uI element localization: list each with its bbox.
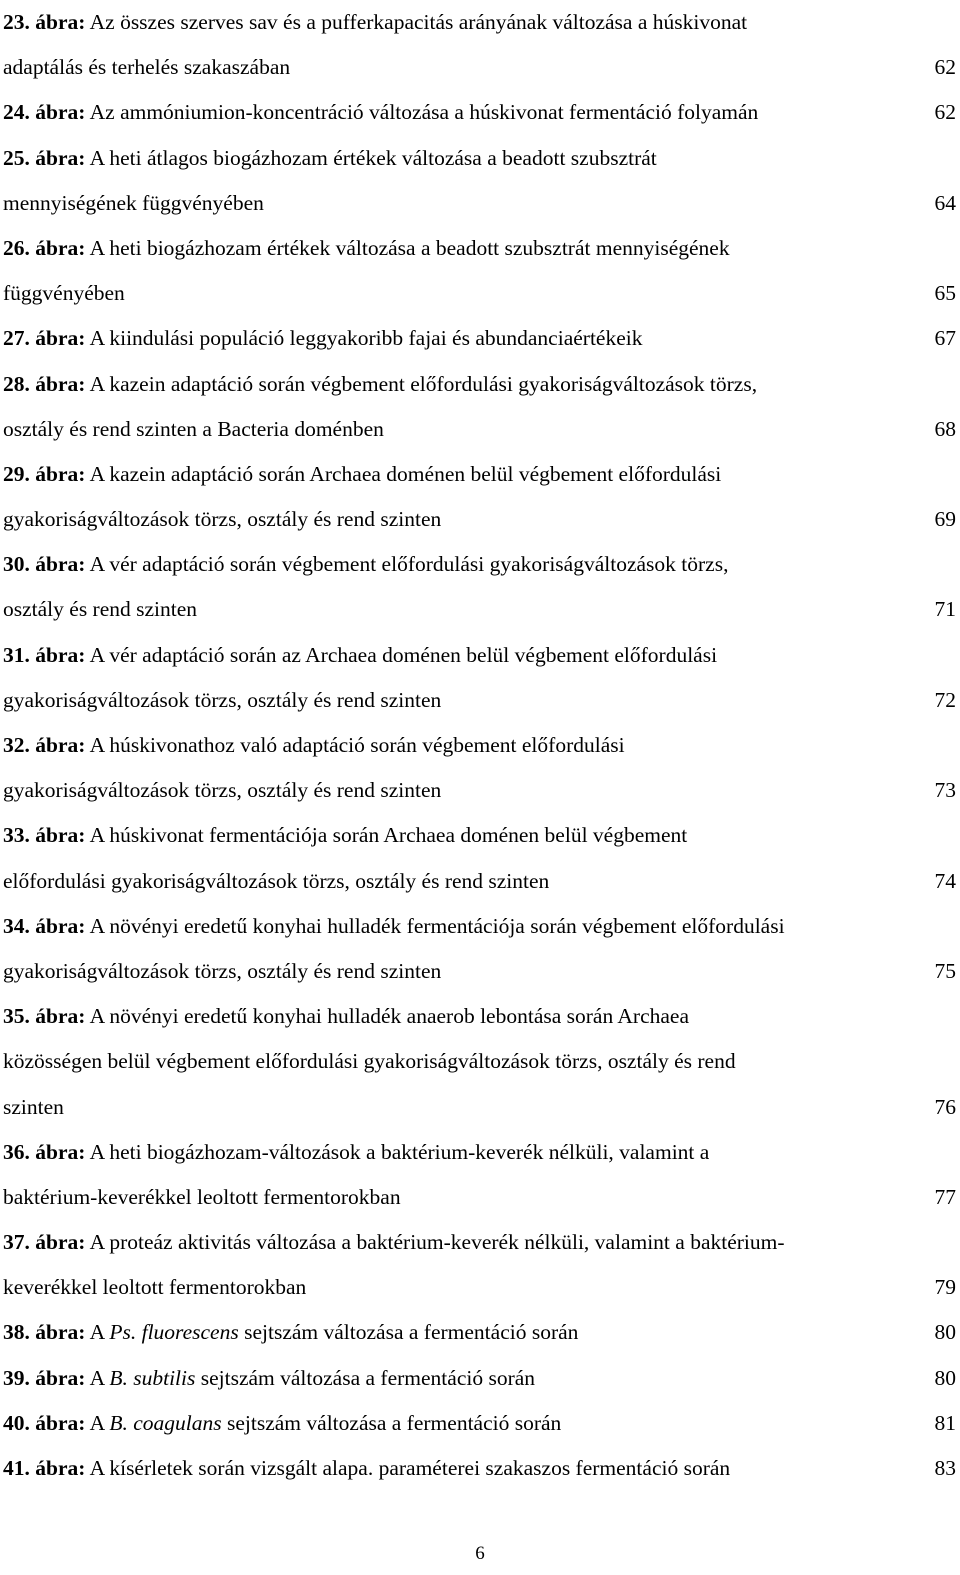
- caption-text: A heti biogázhozam értékek változása a beadott szubsztrát mennyiségének: [89, 235, 730, 260]
- toc-entry[interactable]: [0, 633, 960, 723]
- caption-text: A vér adaptáció során végbement előfordulási gyakoriságváltozások törzs,: [89, 552, 729, 577]
- entry-line: [0, 1310, 960, 1355]
- page-ref[interactable]: 75: [934, 958, 956, 983]
- entry-line: [0, 1085, 960, 1130]
- species-name: B. subtilis: [109, 1365, 196, 1390]
- page-ref[interactable]: 80: [934, 1365, 956, 1390]
- caption-text: mennyiségének függvényében: [3, 190, 264, 215]
- caption-text: Az összes szerves sav és a pufferkapacitás arányának változása a húskivonat: [89, 10, 748, 34]
- caption-text: A kazein adaptáció során végbement előfordulási gyakoriságváltozások törzs,: [89, 371, 758, 396]
- page-ref[interactable]: 64: [934, 190, 956, 215]
- figure-number: 32.: [3, 733, 30, 757]
- caption-text: előfordulási gyakoriságváltozások törzs, osztály és rend szinten: [3, 868, 550, 893]
- figure-number: 29.: [3, 461, 30, 486]
- figure-label: ábra:: [35, 461, 86, 486]
- caption-suffix: sejtszám változása a fermentáció során: [244, 1320, 579, 1345]
- toc-entry[interactable]: [0, 136, 960, 226]
- caption-text: függvényében: [3, 281, 125, 306]
- figure-label: ábra:: [35, 1004, 86, 1029]
- entry-line: [0, 1356, 960, 1401]
- page-ref[interactable]: 73: [934, 778, 956, 803]
- entry-line: [0, 1401, 960, 1446]
- entry-line: [0, 362, 960, 407]
- figure-number: 31.: [3, 642, 30, 667]
- page-ref[interactable]: 83: [934, 1456, 956, 1480]
- figure-label: ábra:: [35, 1139, 86, 1164]
- caption-suffix: sejtszám változása a fermentáció során: [200, 1365, 536, 1390]
- page-ref[interactable]: 71: [934, 597, 956, 622]
- figure-number: 28.: [3, 371, 30, 396]
- entry-line: [0, 904, 960, 949]
- entry-line: [0, 633, 960, 678]
- figure-number: 36.: [3, 1139, 30, 1164]
- entry-line: [0, 90, 960, 135]
- caption-prefix: A: [89, 1410, 104, 1435]
- page-ref[interactable]: 67: [934, 326, 956, 351]
- page-ref[interactable]: 77: [934, 1184, 956, 1209]
- page-ref[interactable]: 68: [934, 416, 956, 441]
- caption-text: A kazein adaptáció során Archaea doménen belül végbement előfordulási: [89, 461, 722, 486]
- page-ref[interactable]: 74: [934, 868, 956, 893]
- entry-line: [0, 181, 960, 226]
- figure-label: ábra:: [35, 1410, 86, 1435]
- figure-label: ábra:: [35, 235, 86, 260]
- figure-label: ábra:: [35, 1365, 86, 1390]
- page-number: 6: [475, 1543, 485, 1564]
- caption-text: gyakoriságváltozások törzs, osztály és rend szinten: [3, 958, 442, 983]
- caption-suffix: sejtszám változása a fermentáció során: [227, 1410, 562, 1435]
- toc-entry[interactable]: [0, 1310, 960, 1355]
- species-name: Ps. fluorescens: [109, 1320, 239, 1345]
- page-ref[interactable]: 62: [934, 100, 956, 125]
- entry-line: [0, 1130, 960, 1175]
- page-ref[interactable]: 69: [934, 507, 956, 532]
- toc-entry[interactable]: [0, 452, 960, 542]
- entry-line: [0, 45, 960, 90]
- figure-label: ábra:: [35, 326, 86, 351]
- figure-number: 27.: [3, 326, 30, 351]
- figure-label: ábra:: [35, 642, 86, 667]
- toc-entry[interactable]: [0, 1401, 960, 1446]
- figure-label: ábra:: [35, 733, 86, 757]
- caption-text: A vér adaptáció során az Archaea doménen belül végbement előfordulási: [89, 642, 718, 667]
- caption-text: osztály és rend szinten a Bacteria doménben: [3, 416, 384, 441]
- toc-entry[interactable]: [0, 813, 960, 903]
- figure-number: 30.: [3, 552, 30, 577]
- caption-text: gyakoriságváltozások törzs, osztály és rend szinten: [3, 507, 442, 532]
- entry-line: [0, 542, 960, 587]
- figure-number: 40.: [3, 1410, 30, 1435]
- figure-label: ábra:: [35, 823, 86, 848]
- toc-entry[interactable]: [0, 904, 960, 994]
- caption-text: osztály és rend szinten: [3, 597, 198, 622]
- caption-text: A kísérletek során vizsgált alapa. paraméterei szakaszos fermentáció során: [89, 1456, 731, 1480]
- toc-entry[interactable]: [0, 994, 960, 1130]
- entry-line: [0, 587, 960, 632]
- caption-text: Az ammóniumion-koncentráció változása a húskivonat fermentáció folyamán: [89, 100, 759, 125]
- page-ref[interactable]: 81: [934, 1410, 956, 1435]
- entry-line: [0, 994, 960, 1039]
- caption-text: A növényi eredetű konyhai hulladék anaerob lebontása során Archaea: [89, 1004, 690, 1029]
- entry-line: [0, 949, 960, 994]
- figure-label: ábra:: [35, 371, 86, 396]
- caption-text: adaptálás és terhelés szakaszában: [3, 55, 291, 80]
- figure-number: 38.: [3, 1320, 30, 1345]
- figure-number: 34.: [3, 913, 30, 938]
- entry-line: [0, 768, 960, 813]
- caption-prefix: A: [89, 1365, 104, 1390]
- page-ref[interactable]: 80: [934, 1320, 956, 1345]
- toc-entry[interactable]: [0, 542, 960, 632]
- figure-label: ábra:: [35, 1230, 86, 1255]
- toc-entry[interactable]: [0, 90, 960, 135]
- entry-line: [0, 678, 960, 723]
- figure-number: 35.: [3, 1004, 30, 1029]
- caption-text: gyakoriságváltozások törzs, osztály és rend szinten: [3, 687, 442, 712]
- toc-entry[interactable]: [0, 1356, 960, 1401]
- caption-text: A növényi eredetű konyhai hulladék fermentációja során végbement előfordulási: [89, 913, 785, 938]
- species-name: B. coagulans: [109, 1410, 222, 1435]
- entry-line: [0, 316, 960, 361]
- toc-entry[interactable]: [0, 362, 960, 452]
- entry-line: [0, 1446, 960, 1491]
- figure-label: ábra:: [35, 1320, 86, 1345]
- caption-text: baktérium-keverékkel leoltott fermentorokban: [3, 1184, 401, 1209]
- entry-line: [0, 0, 960, 45]
- caption-text: A heti átlagos biogázhozam értékek változása a beadott szubsztrát: [89, 145, 657, 170]
- page-ref[interactable]: 62: [934, 55, 956, 80]
- figure-label: ábra:: [35, 145, 86, 170]
- page-ref[interactable]: 72: [934, 687, 956, 712]
- entry-line: [0, 1220, 960, 1265]
- toc-entry[interactable]: [0, 226, 960, 316]
- caption-text: gyakoriságváltozások törzs, osztály és rend szinten: [3, 778, 442, 803]
- caption-text: szinten: [3, 1094, 64, 1119]
- entry-line: [0, 452, 960, 497]
- figure-number: 26.: [3, 235, 30, 260]
- page-ref[interactable]: 76: [934, 1094, 956, 1119]
- entry-line: [0, 723, 960, 768]
- figure-label: ábra:: [35, 100, 86, 125]
- entry-line: [0, 1265, 960, 1310]
- caption-text: A kiindulási populáció leggyakoribb fajai és abundanciaértékeik: [89, 326, 643, 351]
- entry-line: [0, 271, 960, 316]
- page-ref[interactable]: 79: [934, 1275, 956, 1300]
- caption-prefix: A: [89, 1320, 104, 1345]
- caption-text: közösségen belül végbement előfordulási gyakoriságváltozások törzs, osztály és rend: [3, 1049, 736, 1074]
- figure-number: 39.: [3, 1365, 30, 1390]
- toc-entry[interactable]: [0, 1130, 960, 1220]
- entry-line: [0, 813, 960, 858]
- figure-label: ábra:: [35, 913, 86, 938]
- toc-entry[interactable]: [0, 316, 960, 361]
- caption-text: A húskivonathoz való adaptáció során végbement előfordulási: [89, 733, 625, 757]
- caption-text: keverékkel leoltott fermentorokban: [3, 1275, 307, 1300]
- entry-line: [0, 497, 960, 542]
- entry-line: [0, 1175, 960, 1220]
- figure-label: ábra:: [35, 552, 86, 577]
- figure-number: 25.: [3, 145, 30, 170]
- figure-label: ábra:: [35, 1456, 86, 1480]
- figure-label: ábra:: [35, 10, 86, 34]
- toc-entry[interactable]: [0, 723, 960, 813]
- entry-line: [0, 136, 960, 181]
- caption-text: A proteáz aktivitás változása a baktérium-keverék nélküli, valamint a baktérium-: [89, 1230, 785, 1255]
- entry-line: [0, 1039, 960, 1084]
- figure-number: 41.: [3, 1456, 30, 1480]
- figure-number: 23.: [3, 10, 30, 34]
- toc-entry[interactable]: [0, 0, 960, 90]
- caption-text: A húskivonat fermentációja során Archaea doménen belül végbement: [89, 823, 688, 848]
- entry-line: [0, 226, 960, 271]
- entry-line: [0, 407, 960, 452]
- figure-number: 37.: [3, 1230, 30, 1255]
- toc-entry[interactable]: [0, 1446, 960, 1491]
- figure-number: 33.: [3, 823, 30, 848]
- caption-text: A heti biogázhozam-változások a baktérium-keverék nélküli, valamint a: [89, 1139, 710, 1164]
- page-ref[interactable]: 65: [934, 281, 956, 306]
- figure-number: 24.: [3, 100, 30, 125]
- entry-line: [0, 859, 960, 904]
- toc-entry[interactable]: [0, 1220, 960, 1310]
